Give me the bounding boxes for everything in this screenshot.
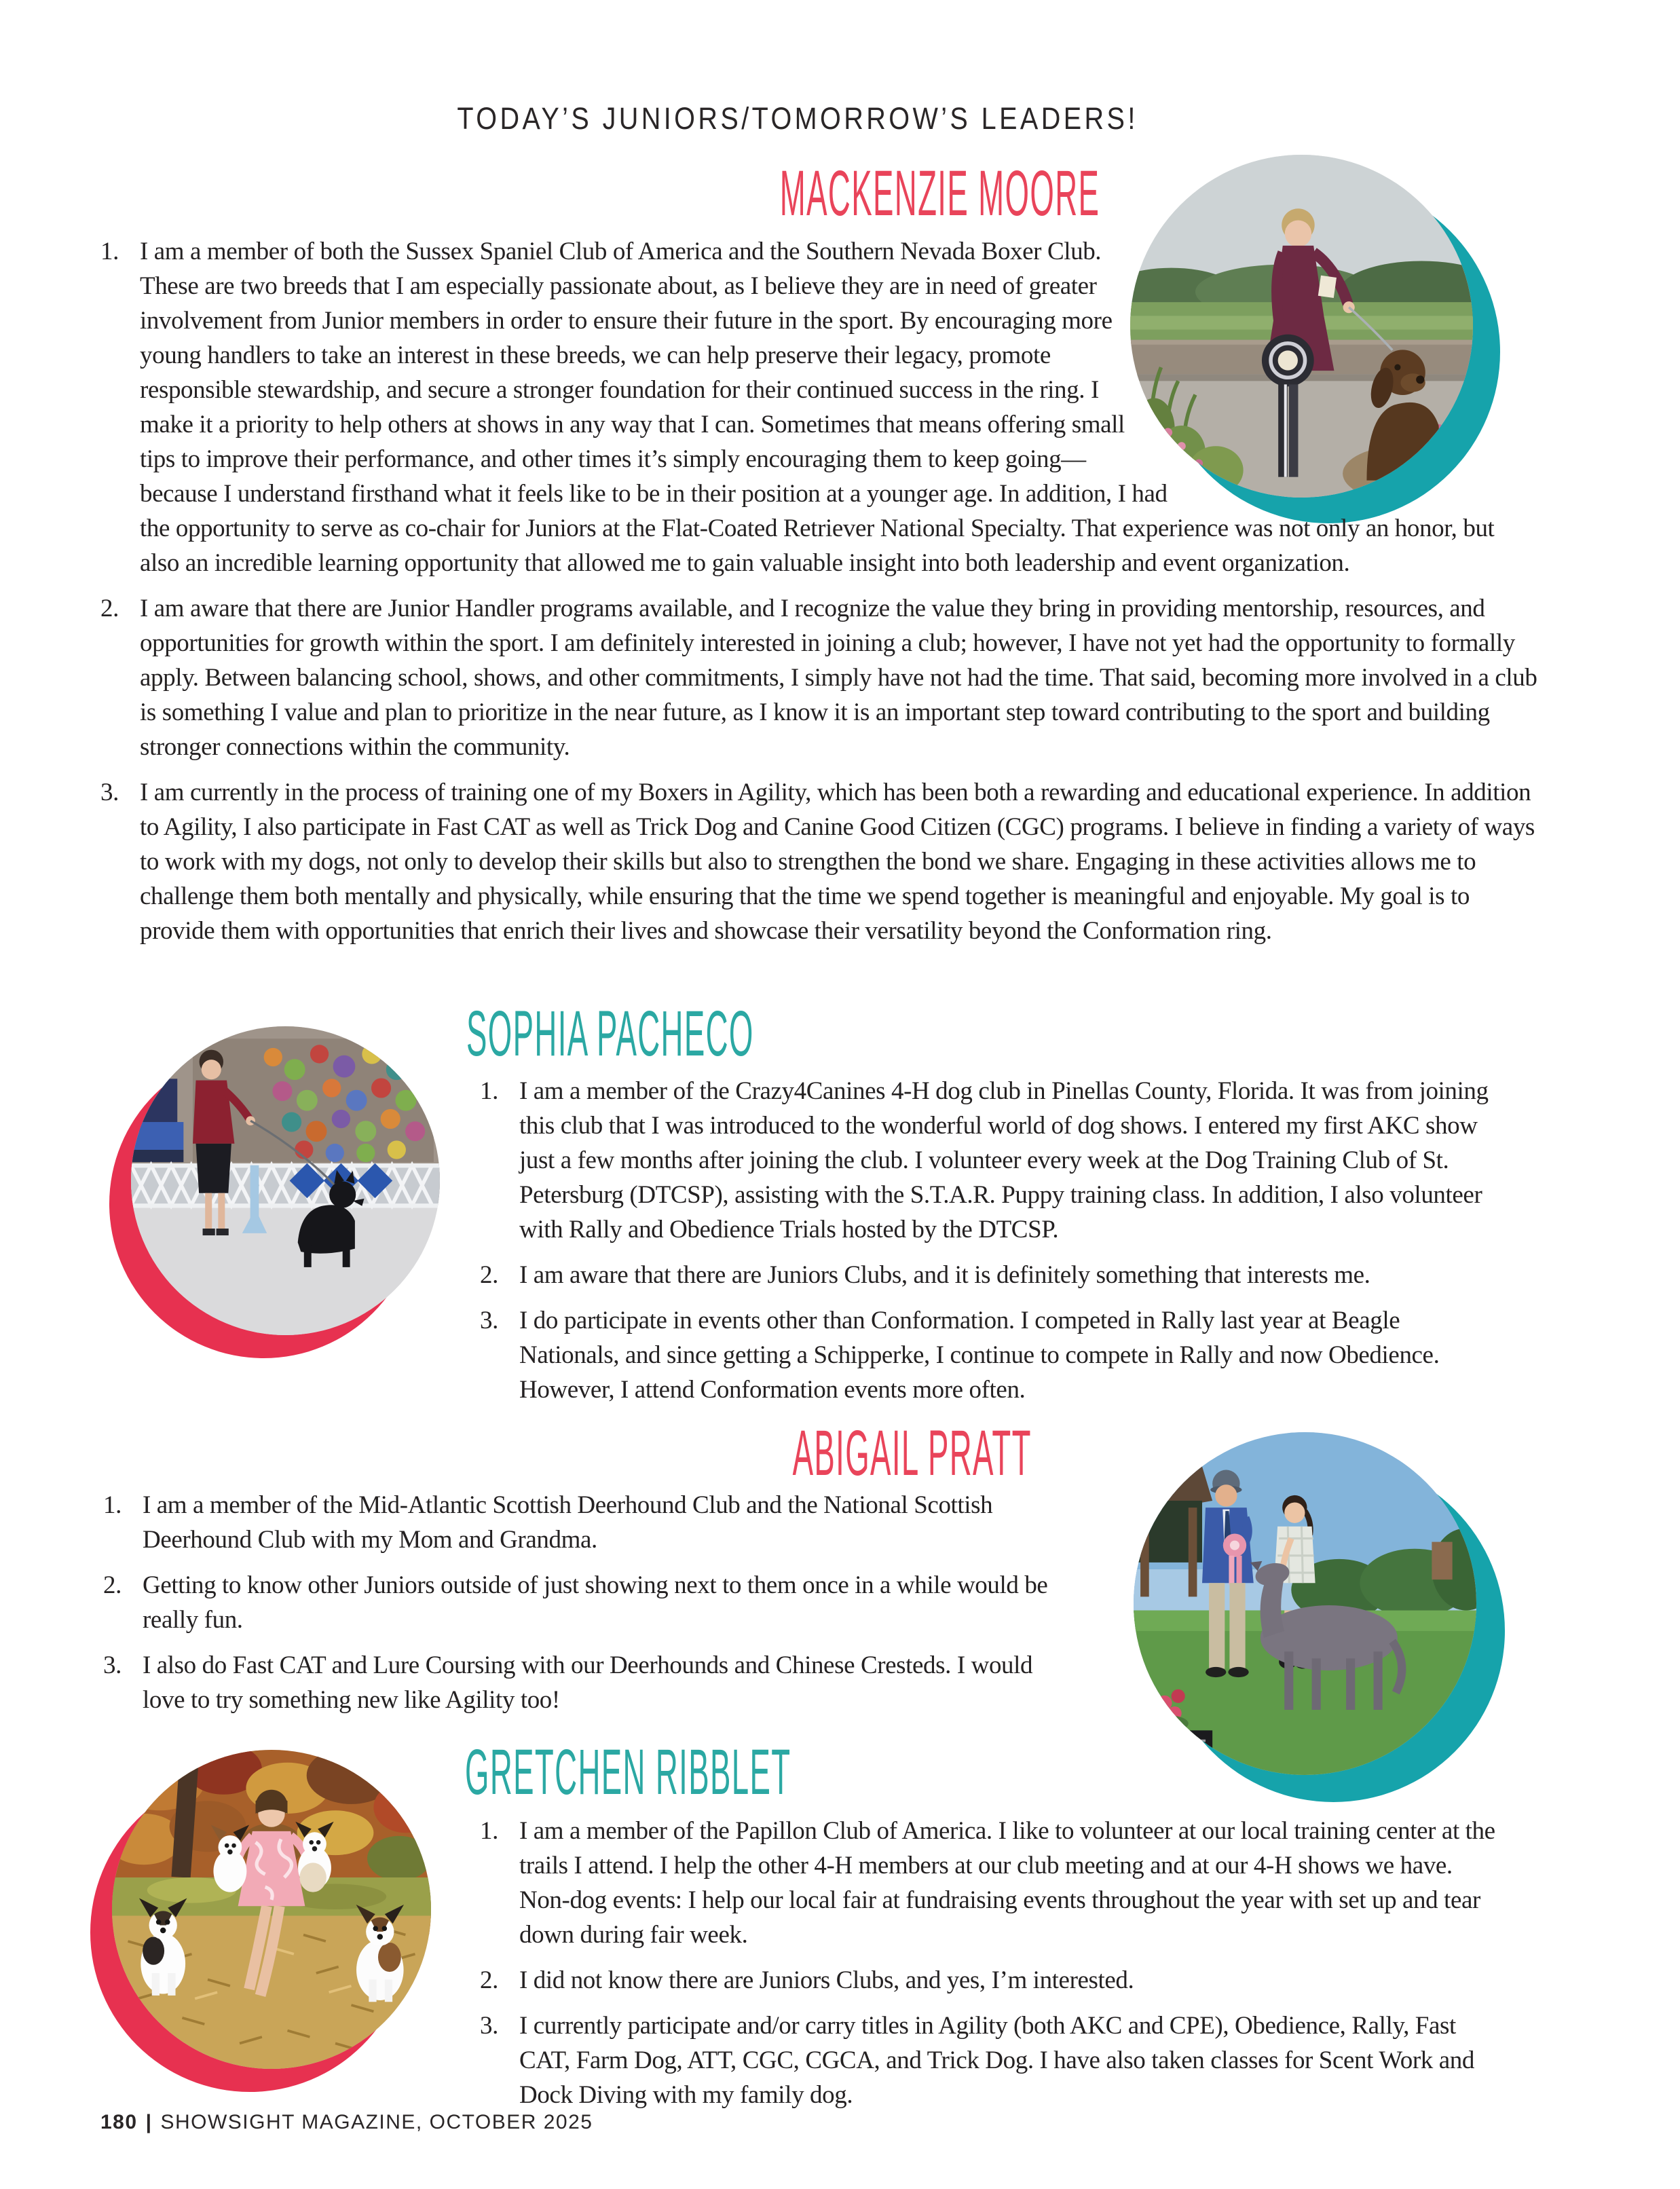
- list-item: I did not know there are Juniors Clubs, and yes, I’m interested.: [519, 1966, 1134, 1994]
- section-heading-mackenzie-moore: MACKENZIE MOORE: [779, 157, 1100, 229]
- list-item: I am aware that there are Junior Handler programs available, and I recognize the value they bring in providing mentorship, resources, and opportunities for growth within the sport. I am definitely interested in joining a club; however, I have not yet had the opportunity to formally apply. Between balancing school, shows, and other commitments, I simply have not had the time. That said, becoming more involved in a club is something I value and plan to prioritize in the near future, as I know it is an important step toward contributing to the sport and building stronger connections within the community.: [140, 595, 1537, 761]
- gretchen-ribblet-photo-circle: [112, 1750, 431, 2069]
- list-item: I am currently in the process of training one of my Boxers in Agility, which has been both a rewarding and educational experience. In addition to Agility, I also participate in Fast CAT as well as Trick Dog and Canine Good Citizen (CGC) programs. I believe in finding a variety of ways to work with my dogs, not only to develop their skills but also to strengthen the bond we share. Engaging in these activities allows me to challenge them both mentally and physically, while ensuring that the time we spend together is meaningful and enjoyable. My goal is to provide them with opportunities that enrich their lives and showcase their versatility beyond the Conformation ring.: [140, 779, 1535, 945]
- page-number: 180: [100, 2111, 138, 2133]
- list-item: I also do Fast CAT and Lure Coursing with our Deerhounds and Chinese Cresteds. I would love to try something new like Agility too!: [143, 1651, 1033, 1714]
- magazine-name: SHOWSIGHT MAGAZINE, OCTOBER 2025: [160, 2111, 593, 2133]
- section-heading-gretchen-ribblet: GRETCHEN RIBBLET: [465, 1736, 791, 1808]
- gretchen-qa-list: [480, 1814, 1498, 2123]
- page-title: [95, 102, 1500, 136]
- sophia-pacheco-photo: [109, 1026, 442, 1360]
- abigail-pratt-photo-circle: [1134, 1432, 1476, 1775]
- section-heading-sophia-pacheco: SOPHIA PACHECO: [466, 998, 754, 1070]
- list-item: I currently participate and/or carry titles in Agility (both AKC and CPE), Obedience, Rally, Fast CAT, Farm Dog, ATT, CGC, CGCA, and Trick Dog. I have also taken classes for Scent Work and Dock Diving with my family dog.: [519, 2012, 1474, 2109]
- abigail-pratt-photo: [1134, 1432, 1506, 1803]
- page-title-text: TODAY’S JUNIORS/TOMORROW’S LEADERS!: [457, 101, 1138, 136]
- section-heading-abigail-pratt: ABIGAIL PRATT: [792, 1417, 1032, 1489]
- gretchen-ribblet-photo: [90, 1750, 432, 2093]
- list-item: I am a member of both the Sussex Spaniel Club of America and the Southern Nevada Boxer Club. These are two breeds that I am especially passionate about, as I believe they are in need of greater involvement from Junior members in order to ensure their future in the sport. By encouraging more young handlers to take an interest in these breeds, we can help preserve their legacy, promote responsible stewardship, and secure a stronger foundation for their continued success in the ring. I make it a priority to help others at shows in any way that I can. Sometimes that means offering small tips to improve their performance, and other times it’s simply encouraging them to keep going—because I understand firsthand what it feels like to be in their position at a younger age. In addition, I had the opportunity to serve as co-chair for Juniors at the Flat-Coated Retriever National Specialty. That experience was not only an honor, but also an incredible learning opportunity that allowed me to gain valuable insight into both leadership and event organization.: [140, 238, 1495, 577]
- mackenzie-moore-photo-circle: [1130, 155, 1473, 498]
- list-item: I am aware that there are Juniors Clubs, and it is definitely something that interests me.: [519, 1261, 1370, 1289]
- footer-separator: |: [145, 2111, 153, 2133]
- list-item: I do participate in events other than Conformation. I competed in Rally last year at Beagle Nationals, and since getting a Schipperke, I continue to compete in Rally and now Obedience. However, I attend Conformation events more often.: [519, 1307, 1440, 1404]
- sophia-pacheco-photo-circle: [131, 1026, 440, 1335]
- list-item: Getting to know other Juniors outside of just showing next to them once in a while would be really fun.: [143, 1571, 1048, 1634]
- abigail-qa-list: [103, 1488, 1053, 1728]
- list-item: I am a member of the Mid-Atlantic Scottish Deerhound Club and the National Scottish Deerhound Club with my Mom and Grandma.: [143, 1491, 993, 1554]
- page-footer: [100, 2111, 593, 2134]
- list-item: I am a member of the Crazy4Canines 4-H dog club in Pinellas County, Florida. It was from joining this club that I was introduced to the wonderful world of dog shows. I entered my first AKC show just a few months after joining the club. I volunteer every week at the Dog Training Club of St. Petersburg (DTCSP), assisting with the S.T.A.R. Puppy training class. In addition, I also volunteer with Rally and Obedience Trials hosted by the DTCSP.: [519, 1077, 1489, 1243]
- list-item: I am a member of the Papillon Club of America. I like to volunteer at our local training center at the trails I attend. I help the other 4-H members at our club meeting and at our 4-H shows we have. Non-dog events: I help our local fair at fundraising events throughout the year with set up and tear down during fair week.: [519, 1817, 1495, 1949]
- sophia-qa-list: [480, 1074, 1498, 1418]
